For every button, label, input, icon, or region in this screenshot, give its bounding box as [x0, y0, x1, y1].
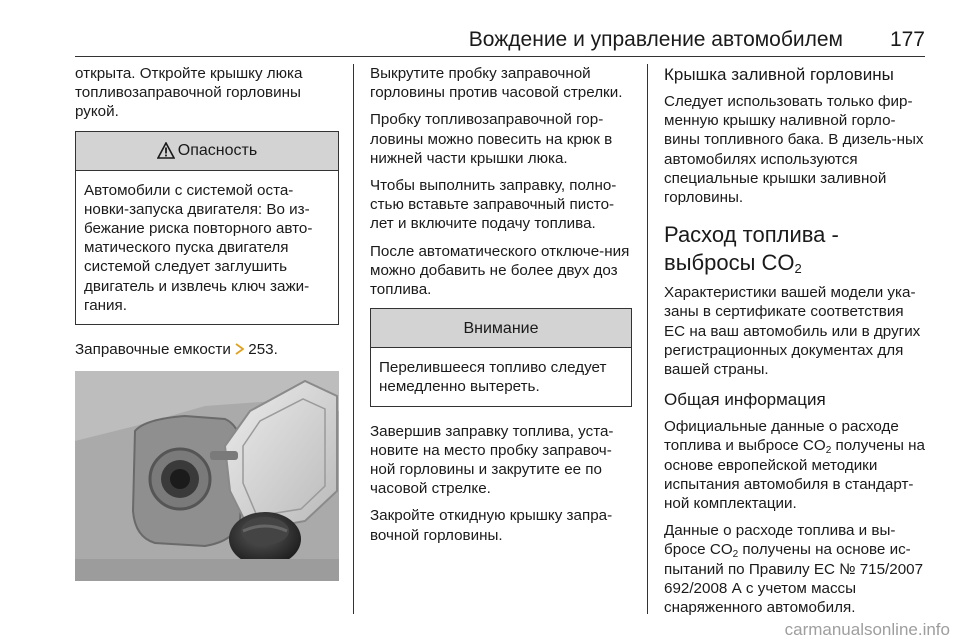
capacity-page-link[interactable]: 253.: [248, 341, 278, 359]
official-data-co2-sub: 2: [825, 445, 832, 457]
paragraph-auto-shutoff: После автоматического отключе-ния можно добавить не более двух доз топлива.: [370, 242, 630, 299]
paragraph-official-data: [664, 417, 926, 513]
paragraph-hang-cap: Пробку топливозаправочной гор-ловины можно повесить на крюк в нижней части крышки люка.: [370, 111, 613, 167]
notice-box-title: Внимание: [463, 319, 539, 337]
danger-box-body: Автомобили с системой оста-новки-запуска двигателя: Во из-бежание риска повторного авто-матического пуска двигателя системой следует заглушить двигатель и извлечь ключ зажи-гания.: [84, 181, 313, 314]
column-3: [664, 64, 926, 625]
heading-fuel-consumption-line2: выбросы CO: [664, 250, 795, 276]
notice-box-body: Перелившееся топливо следует немедленно вытереть.: [379, 359, 607, 396]
page-number: 177: [889, 28, 925, 51]
notice-box-header: [371, 309, 631, 348]
danger-box-title: Опасность: [177, 142, 258, 159]
regulation-text-a: Данные о расходе топлива и вы-бросе CO: [664, 522, 896, 559]
paragraph-regulation: [664, 521, 926, 617]
header-title: Вождение и управление автомобилем: [468, 28, 843, 51]
column-divider-1: [353, 64, 354, 614]
fuel-filler-photo: [75, 371, 339, 581]
capacity-reference: [75, 340, 339, 359]
heading-fuel-consumption: [664, 221, 926, 277]
notice-box: [370, 308, 632, 406]
fuel-filler-illustration: [75, 371, 339, 581]
heading-filler-cap: Крышка заливной горловины: [664, 65, 894, 84]
paragraph-characteristics: Характеристики вашей модели ука-заны в сертификате соответствия ЕС на ваш автомобиль или в других регистрационных документах для вашей страны.: [664, 284, 921, 379]
heading-co2-subscript: 2: [794, 261, 802, 277]
paragraph-insert-nozzle: Чтобы выполнить заправку, полно-стью вставьте заправочный писто-лет и включите подачу топлива.: [370, 177, 617, 233]
capacity-text: Заправочные емкости: [75, 341, 231, 359]
heading-general-info: Общая информация: [664, 390, 826, 410]
paragraph-unscrew-cap: Выкрутите пробку заправочной горловины против часовой стрелки.: [370, 65, 623, 102]
paragraph-lid-open: открыта. Откройте крышку люка топливозаправочной горловины рукой.: [75, 65, 303, 121]
danger-box-header: [76, 132, 338, 171]
arrow-reference-icon: [235, 340, 244, 359]
heading-fuel-consumption-line1: Расход топлива -: [664, 222, 839, 248]
paragraph-genuine-cap: Следует использовать только фир-менную крышку наливной горло-вины топливного бака. В дизель-ных автомобилях используются специальные крышки заливной горловины.: [664, 93, 924, 207]
paragraph-replace-cap: Завершив заправку топлива, уста-новите на место пробку заправоч-ной горловины и закрутите ее по часовой стрелке.: [370, 422, 614, 498]
regulation-text-b: получены на основе ис-пытаний по Правилу ЕС № 715/2007 692/2008 А с учетом массы снаряженного автомобиля.: [664, 541, 924, 617]
official-data-text-b: получены на основе европейской методики испытания автомобиля в стандарт-ной комплектации.: [664, 437, 925, 513]
column-divider-2: [647, 64, 648, 614]
column-2: [370, 64, 632, 553]
paragraph-close-flap: Закройте откидную крышку запра-вочной горловины.: [370, 507, 613, 544]
page-header: [75, 26, 925, 57]
watermark: carmanualsonline.info: [784, 620, 950, 639]
official-data-text-a: Официальные данные о расходе топлива и выбросе CO: [664, 418, 899, 455]
column-1: [75, 64, 339, 581]
warning-triangle-icon: [157, 142, 175, 159]
regulation-co2-sub: 2: [732, 549, 739, 561]
danger-box: [75, 131, 339, 325]
